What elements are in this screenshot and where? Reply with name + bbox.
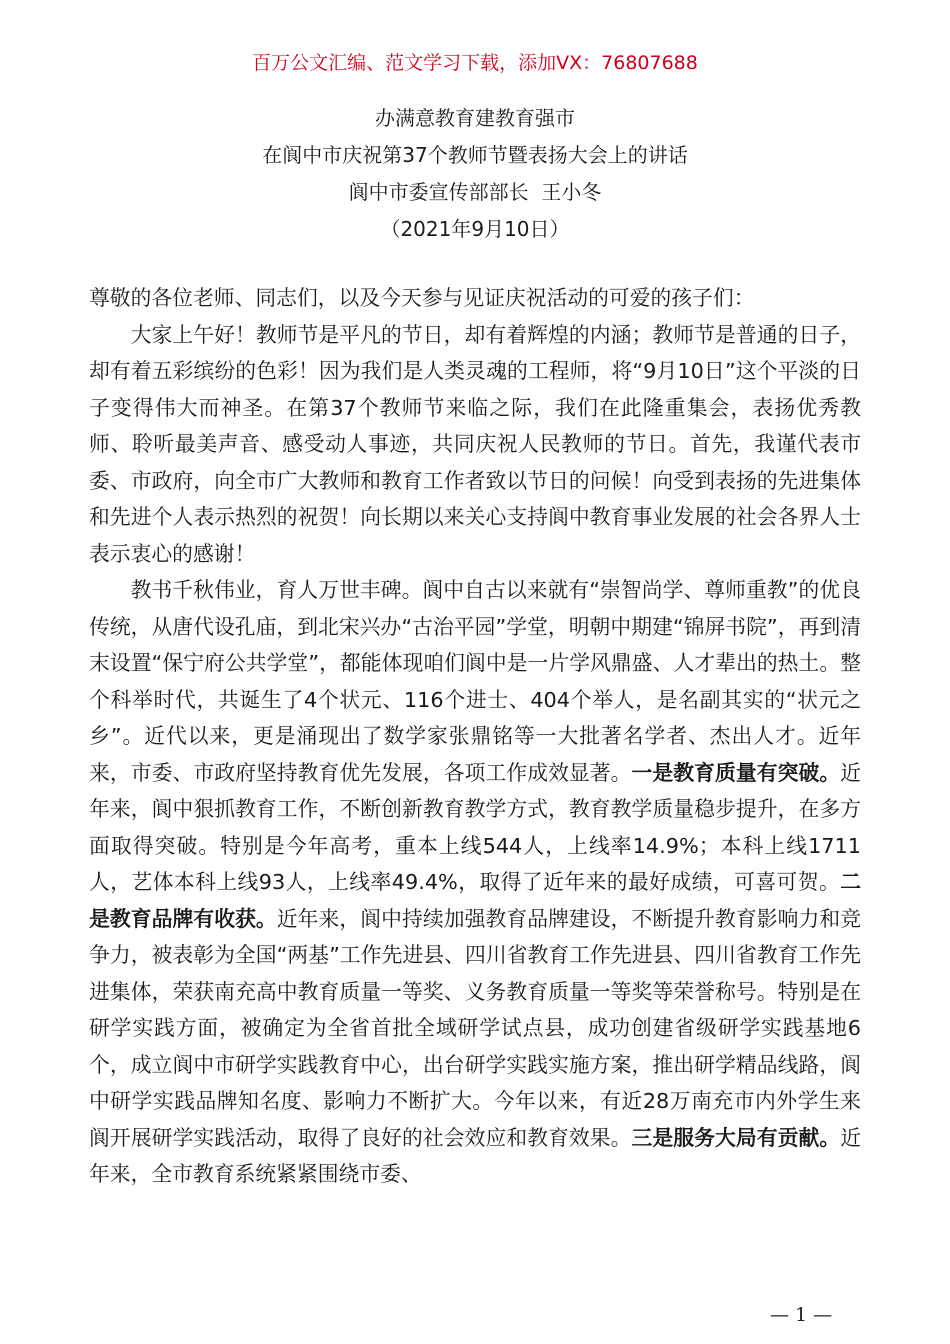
document-title: 办满意教育建教育强市 [375, 106, 575, 130]
title-block [0, 100, 950, 248]
page-number: — 1 — [770, 1304, 833, 1326]
promo-banner: 百万公文汇编、范文学习下载，添加VX：76807688 [252, 52, 698, 74]
speaker-line: 阆中市委宣传部部长 王小冬 [348, 180, 602, 204]
point-three-heading: 三是服务大局有贡献。 [631, 1125, 841, 1150]
paragraph-2-intro: 教书千秋伟业，育人万世丰碑。阆中自古以来就有“崇智尚学、尊师重教”的优良传统，从唐代设孔庙，到北宋兴办“古治平园”学堂，明朝中期建“锦屏书院”，再到清末设置“保宁府公共学堂”，都能体现咱们阆中是一片学风鼎盛、人才辈出的热土。整个科举时代，共诞生了4个状元、116个进士、404个举人，是名副其实的“状元之乡”。近代以来，更是涌现出了数学家张鼎铭等一大批著名学者、杰出人才。近年来，市委、市政府坚持教育优先发展，各项工作成效显著。 [89, 578, 861, 785]
point-three-text: 近年来，全市教育系统紧紧围绕市委、 [89, 1125, 862, 1186]
paragraph-1: 大家上午好！教师节是平凡的节日，却有着辉煌的内涵；教师节是普通的日子，却有着五彩缤纷的色彩！因为我们是人类灵魂的工程师，将“9月10日”这个平淡的日子变得伟大而神圣。在第37个教师节来临之际，我们在此隆重集会，表扬优秀教师、聆听最美声音、感受动人事迹，共同庆祝人民教师的节日。首先，我谨代表市委、市政府，向全市广大教师和教育工作者致以节日的问候！向受到表扬的先进集体和先进个人表示热烈的祝贺！向长期以来关心支持阆中教育事业发展的社会各界人士表示衷心的感谢！ [89, 322, 861, 566]
point-one-heading: 一是教育质量有突破。 [631, 760, 841, 785]
speech-body [89, 280, 861, 1193]
document-subtitle: 在阆中市庆祝第37个教师节暨表扬大会上的讲话 [262, 143, 688, 167]
point-one-text: 近年来，阆中狠抓教育工作，不断创新教育教学方式，教育教学质量稳步提升，在多方面取得突破。特别是今年高考，重本上线544人，上线率14.9%；本科上线1711人，艺体本科上线93人，上线率49.4%，取得了近年来的最好成绩，可喜可贺。 [89, 760, 862, 894]
point-two-text: 近年来，阆中持续加强教育品牌建设，不断提升教育影响力和竞争力，被表彰为全国“两基”工作先进县、四川省教育工作先进县、四川省教育工作先进集体，荣获南充高中教育质量一等奖、义务教育质量一等奖等荣誉称号。特别是在研学实践方面，被确定为全省首批全域研学试点县，成功创建省级研学实践基地6个，成立阆中市研学实践教育中心，出台研学实践实施方案，推出研学精品线路，阆中研学实践品牌知名度、影响力不断扩大。今年以来，有近28万南充市内外学生来阆开展研学实践活动，取得了良好的社会效应和教育效果。 [89, 906, 862, 1150]
paragraph-2 [89, 572, 861, 1193]
salutation: 尊敬的各位老师、同志们，以及今天参与见证庆祝活动的可爱的孩子们： [89, 286, 755, 310]
speech-date: （2021年9月10日） [380, 217, 570, 241]
point-two-heading: 二是教育品牌有收获。 [89, 870, 861, 931]
